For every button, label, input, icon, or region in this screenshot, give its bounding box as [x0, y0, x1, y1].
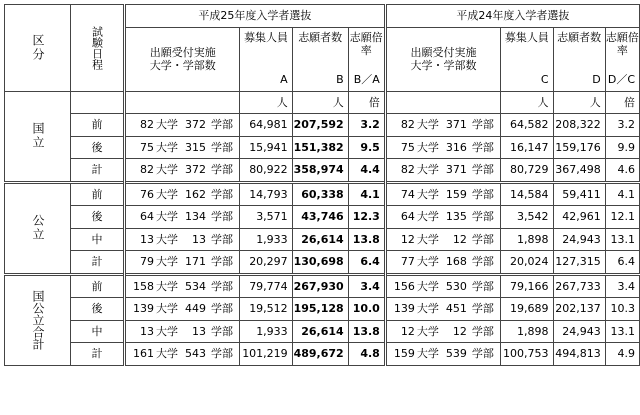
gakubu-word: 学部 — [471, 255, 494, 269]
boshu-25-cell: 14,793 — [240, 182, 292, 206]
bairitsu-25-cell: 4.4 — [348, 159, 385, 183]
bairitsu-25-cell: 4.1 — [348, 182, 385, 206]
bairitsu-25-cell: 6.4 — [348, 251, 385, 275]
daigaku-word: 大学 — [416, 255, 439, 269]
kubun-header: 区分 — [5, 5, 71, 92]
faculty-count: 13 — [192, 232, 206, 246]
faculty-count: 539 — [445, 347, 467, 361]
shigan-25-cell: 43,746 — [292, 206, 348, 229]
faculty-count: 543 — [185, 347, 206, 361]
university-count: 77 — [400, 255, 415, 269]
boshu-24-cell: 16,147 — [501, 136, 553, 159]
schedule-cell: 後 — [71, 298, 125, 321]
schedule-cell: 前 — [71, 182, 125, 206]
boshu-25-cell: 19,512 — [240, 298, 292, 321]
shigan-24-cell: 127,315 — [553, 251, 605, 275]
count-cell-24 — [385, 274, 500, 298]
shigan-25-cell: 130,698 — [292, 251, 348, 275]
boshu-25-cell: 79,774 — [240, 274, 292, 298]
university-count: 75 — [400, 140, 415, 154]
university-count: 13 — [140, 324, 154, 338]
daigaku-word: 大学 — [416, 163, 439, 177]
bairitsu-25-cell: 4.8 — [348, 343, 385, 366]
university-count: 158 — [133, 279, 154, 293]
gakubu-word: 学部 — [211, 324, 233, 338]
faculty-count: 315 — [185, 140, 206, 154]
count-cell-25 — [125, 206, 240, 229]
count-cell-25 — [125, 159, 240, 183]
boshu-24-cell: 1,898 — [501, 228, 553, 251]
faculty-count: 12 — [452, 324, 467, 338]
gakubu-word: 学部 — [211, 140, 233, 154]
bairitsu-24-cell: 6.4 — [605, 251, 639, 275]
unit-nin: 人 — [240, 91, 292, 114]
bairitsu-24-cell: 12.1 — [605, 206, 639, 229]
university-count: 74 — [400, 187, 415, 201]
group-label: 国立 — [5, 91, 71, 182]
count-cell-24 — [385, 114, 500, 137]
university-count: 161 — [133, 347, 154, 361]
shigan-24-cell: 24,943 — [553, 228, 605, 251]
daigaku-word: 大学 — [156, 302, 178, 316]
shigan-25-cell: 26,614 — [292, 228, 348, 251]
bairitsu-24-cell: 3.4 — [605, 274, 639, 298]
count-empty — [125, 91, 240, 114]
bairitsu-25-cell: 3.4 — [348, 274, 385, 298]
boshu-24-cell: 100,753 — [501, 343, 553, 366]
faculty-count: 135 — [445, 210, 467, 224]
table-row — [5, 206, 640, 229]
faculty-count: 168 — [445, 255, 467, 269]
bairitsu-24-cell: 4.6 — [605, 159, 639, 183]
gakubu-word: 学部 — [211, 210, 233, 224]
unit-nin: 人 — [553, 91, 605, 114]
gakubu-word: 学部 — [471, 279, 494, 293]
count-cell-25 — [125, 298, 240, 321]
university-count: 79 — [140, 255, 154, 269]
gakubu-word: 学部 — [211, 232, 233, 246]
faculty-count: 13 — [192, 324, 206, 338]
university-count: 64 — [400, 210, 415, 224]
shigan-25-cell: 358,974 — [292, 159, 348, 183]
unit-bai: 倍 — [605, 91, 639, 114]
table-row — [5, 298, 640, 321]
shigan-24-cell: 59,411 — [553, 182, 605, 206]
table-row — [5, 159, 640, 183]
faculty-count: 316 — [445, 140, 467, 154]
count-cell-25 — [125, 136, 240, 159]
gakubu-word: 学部 — [211, 347, 233, 361]
boshu-25-cell: 1,933 — [240, 228, 292, 251]
unit-nin: 人 — [292, 91, 348, 114]
bairitsu-header-24: 志願倍率 — [605, 27, 639, 69]
boshu-24-cell: 3,542 — [501, 206, 553, 229]
gakubu-word: 学部 — [471, 232, 494, 246]
count-cell-24 — [385, 159, 500, 183]
bairitsu-25-cell: 12.3 — [348, 206, 385, 229]
schedule-cell: 後 — [71, 136, 125, 159]
shigan-24-cell: 208,322 — [553, 114, 605, 137]
table-row — [5, 343, 640, 366]
col-b-label: B — [292, 69, 348, 91]
daigaku-word: 大学 — [416, 187, 439, 201]
faculty-count: 372 — [185, 163, 206, 177]
schedule-cell: 後 — [71, 206, 125, 229]
daigaku-word: 大学 — [416, 347, 439, 361]
university-count: 64 — [140, 210, 154, 224]
table-row — [5, 251, 640, 275]
shigan-24-cell: 267,733 — [553, 274, 605, 298]
daigaku-word: 大学 — [156, 324, 178, 338]
shigan-25-cell: 267,930 — [292, 274, 348, 298]
university-count: 139 — [393, 302, 415, 316]
daigaku-word: 大学 — [416, 140, 439, 154]
university-count: 76 — [140, 187, 154, 201]
faculty-count: 534 — [185, 279, 206, 293]
col-ba-label: B／A — [348, 69, 385, 91]
bairitsu-24-cell: 9.9 — [605, 136, 639, 159]
gakubu-word: 学部 — [471, 210, 494, 224]
faculty-count: 451 — [445, 302, 467, 316]
count-header-line2: 大学・学部数 — [149, 59, 216, 72]
boshu-24-cell: 80,729 — [501, 159, 553, 183]
university-count: 82 — [400, 118, 415, 132]
count-cell-25 — [125, 343, 240, 366]
bairitsu-25-cell: 10.0 — [348, 298, 385, 321]
count-header-line2: 大学・学部数 — [410, 59, 477, 72]
boshu-24-cell: 19,689 — [501, 298, 553, 321]
gakubu-word: 学部 — [211, 302, 233, 316]
unit-nin: 人 — [501, 91, 553, 114]
shigan-24-cell: 494,813 — [553, 343, 605, 366]
gakubu-word: 学部 — [471, 118, 494, 132]
table-row — [5, 114, 640, 137]
faculty-count: 134 — [185, 210, 206, 224]
gakubu-word: 学部 — [471, 187, 494, 201]
bairitsu-header-25: 志願倍率 — [348, 27, 385, 69]
admissions-table — [4, 4, 640, 366]
shigan-25-cell: 60,338 — [292, 182, 348, 206]
gakubu-word: 学部 — [211, 279, 233, 293]
faculty-count: 371 — [445, 118, 467, 132]
boshu-header-24: 募集人員 — [501, 27, 553, 69]
shigan-25-cell: 489,672 — [292, 343, 348, 366]
gakubu-word: 学部 — [471, 324, 494, 338]
schedule-cell: 中 — [71, 228, 125, 251]
shigan-24-cell: 202,137 — [553, 298, 605, 321]
unit-row — [5, 91, 640, 114]
daigaku-word: 大学 — [156, 140, 178, 154]
university-count: 75 — [140, 140, 154, 154]
boshu-24-cell: 64,582 — [501, 114, 553, 137]
university-count: 82 — [140, 163, 154, 177]
daigaku-word: 大学 — [156, 232, 178, 246]
shigan-24-cell: 42,961 — [553, 206, 605, 229]
schedule-cell: 前 — [71, 274, 125, 298]
daigaku-word: 大学 — [416, 324, 439, 338]
schedule-cell: 前 — [71, 114, 125, 137]
count-cell-24 — [385, 251, 500, 275]
col-dc-label: D／C — [605, 69, 639, 91]
count-header-24 — [385, 27, 500, 91]
boshu-24-cell: 14,584 — [501, 182, 553, 206]
count-cell-24 — [385, 206, 500, 229]
count-cell-25 — [125, 274, 240, 298]
bairitsu-24-cell: 4.9 — [605, 343, 639, 366]
gakubu-word: 学部 — [211, 118, 233, 132]
bairitsu-25-cell: 9.5 — [348, 136, 385, 159]
year25-header: 平成25年度入学者選抜 — [125, 5, 386, 28]
schedule-header: 試験日程 — [71, 5, 125, 92]
gakubu-word: 学部 — [211, 187, 233, 201]
boshu-25-cell: 80,922 — [240, 159, 292, 183]
daigaku-word: 大学 — [156, 163, 178, 177]
shigan-25-cell: 151,382 — [292, 136, 348, 159]
count-cell-24 — [385, 136, 500, 159]
count-cell-24 — [385, 343, 500, 366]
bairitsu-24-cell: 4.1 — [605, 182, 639, 206]
faculty-count: 371 — [445, 163, 467, 177]
bairitsu-24-cell: 13.1 — [605, 228, 639, 251]
count-header-25 — [125, 27, 240, 91]
shigan-25-cell: 195,128 — [292, 298, 348, 321]
table-row — [5, 136, 640, 159]
schedule-cell: 計 — [71, 159, 125, 183]
university-count: 12 — [400, 232, 415, 246]
col-a-label: A — [240, 69, 292, 91]
gakubu-word: 学部 — [471, 302, 494, 316]
faculty-count: 159 — [445, 187, 467, 201]
university-count: 156 — [393, 279, 415, 293]
daigaku-word: 大学 — [416, 210, 439, 224]
schedule-cell: 計 — [71, 251, 125, 275]
faculty-count: 372 — [185, 118, 206, 132]
boshu-24-cell: 20,024 — [501, 251, 553, 275]
daigaku-word: 大学 — [416, 118, 439, 132]
table-body — [5, 91, 640, 365]
gakubu-word: 学部 — [471, 347, 494, 361]
faculty-count: 162 — [185, 187, 206, 201]
schedule-cell: 中 — [71, 320, 125, 343]
gakubu-word: 学部 — [471, 163, 494, 177]
shigan-header-25: 志願者数 — [292, 27, 348, 69]
group-label: 国公立合計 — [5, 274, 71, 365]
year24-header: 平成24年度入学者選抜 — [385, 5, 639, 28]
gakubu-word: 学部 — [211, 163, 233, 177]
shigan-24-cell: 159,176 — [553, 136, 605, 159]
table-row — [5, 182, 640, 206]
university-count: 139 — [133, 302, 154, 316]
count-cell-25 — [125, 320, 240, 343]
shigan-24-cell: 24,943 — [553, 320, 605, 343]
gakubu-word: 学部 — [211, 255, 233, 269]
university-count: 82 — [140, 118, 154, 132]
boshu-25-cell: 64,981 — [240, 114, 292, 137]
count-cell-24 — [385, 228, 500, 251]
university-count: 13 — [140, 232, 154, 246]
university-count: 12 — [400, 324, 415, 338]
boshu-25-cell: 15,941 — [240, 136, 292, 159]
boshu-25-cell: 20,297 — [240, 251, 292, 275]
shigan-25-cell: 207,592 — [292, 114, 348, 137]
schedule-cell: 計 — [71, 343, 125, 366]
daigaku-word: 大学 — [156, 347, 178, 361]
faculty-count: 449 — [185, 302, 206, 316]
bairitsu-24-cell: 3.2 — [605, 114, 639, 137]
count-cell-24 — [385, 182, 500, 206]
gakubu-word: 学部 — [471, 140, 494, 154]
boshu-header-25: 募集人員 — [240, 27, 292, 69]
count-cell-24 — [385, 298, 500, 321]
boshu-25-cell: 1,933 — [240, 320, 292, 343]
daigaku-word: 大学 — [156, 255, 178, 269]
table-row — [5, 228, 640, 251]
bairitsu-24-cell: 10.3 — [605, 298, 639, 321]
count-empty — [385, 91, 500, 114]
col-c-label: C — [501, 69, 553, 91]
daigaku-word: 大学 — [416, 232, 439, 246]
table-row — [5, 274, 640, 298]
faculty-count: 171 — [185, 255, 206, 269]
faculty-count: 12 — [452, 232, 467, 246]
count-cell-24 — [385, 320, 500, 343]
count-cell-25 — [125, 228, 240, 251]
count-header-line1: 出願受付実施 — [410, 46, 477, 59]
daigaku-word: 大学 — [156, 279, 178, 293]
boshu-25-cell: 101,219 — [240, 343, 292, 366]
header-row-1 — [5, 5, 640, 28]
shigan-header-24: 志願者数 — [553, 27, 605, 69]
bairitsu-24-cell: 13.1 — [605, 320, 639, 343]
group-label: 公立 — [5, 182, 71, 274]
schedule-empty — [71, 91, 125, 114]
count-header-line1: 出願受付実施 — [149, 46, 216, 59]
boshu-24-cell: 79,166 — [501, 274, 553, 298]
count-cell-25 — [125, 251, 240, 275]
daigaku-word: 大学 — [156, 118, 178, 132]
daigaku-word: 大学 — [416, 302, 439, 316]
university-count: 82 — [400, 163, 415, 177]
table-row — [5, 320, 640, 343]
faculty-count: 530 — [445, 279, 467, 293]
bairitsu-25-cell: 13.8 — [348, 320, 385, 343]
daigaku-word: 大学 — [416, 279, 439, 293]
col-d-label: D — [553, 69, 605, 91]
unit-bai: 倍 — [348, 91, 385, 114]
shigan-25-cell: 26,614 — [292, 320, 348, 343]
bairitsu-25-cell: 13.8 — [348, 228, 385, 251]
count-cell-25 — [125, 182, 240, 206]
daigaku-word: 大学 — [156, 210, 178, 224]
daigaku-word: 大学 — [156, 187, 178, 201]
university-count: 159 — [393, 347, 415, 361]
bairitsu-25-cell: 3.2 — [348, 114, 385, 137]
boshu-25-cell: 3,571 — [240, 206, 292, 229]
shigan-24-cell: 367,498 — [553, 159, 605, 183]
count-cell-25 — [125, 114, 240, 137]
boshu-24-cell: 1,898 — [501, 320, 553, 343]
